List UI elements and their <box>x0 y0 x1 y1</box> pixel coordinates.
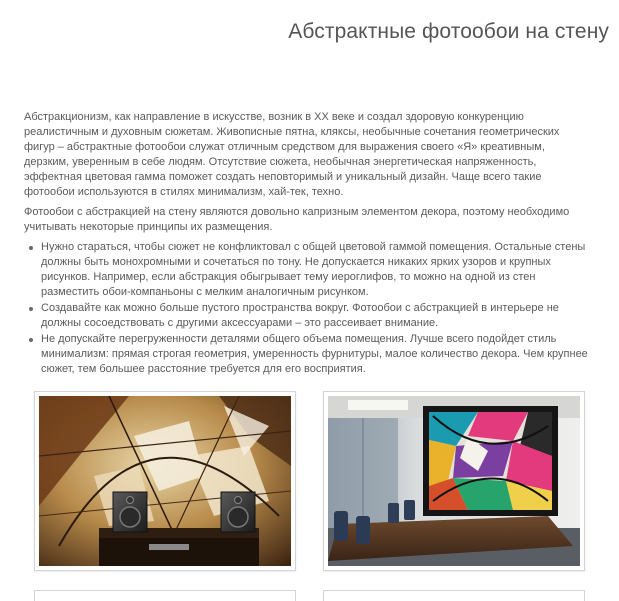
article-body <box>24 110 590 378</box>
gallery-photo-abstract-speakers[interactable] <box>34 391 296 571</box>
list-item: Создавайте как можно больше пустого пространства вокруг. Фотообои с абстракцией в интерьере не должны сосоедствовать с другими аксессуарами – это рассеивает внимание. <box>24 301 590 331</box>
page-title: Абстрактные фотообои на стену <box>288 20 609 43</box>
photo-abstract-speakers-image <box>39 396 291 566</box>
list-item: Не допускайте перегруженности деталями общего объема помещения. Лучше всего подойдет стиль минимализм: прямая строгая геометрия, умеренность фурнитуры, малое количество декора. Чем крупнее сюжет, тем большее расстояние требуется для его восприятия. <box>24 332 590 377</box>
principles-list <box>24 240 590 377</box>
intro-paragraph: Абстракционизм, как направление в искусстве, возник в XX веке и создал здоровую конкуренцию реалистичным и духовным сюжетам. Живописные пятна, кляксы, необычные сочетания геометрических фигур – абстрактные фотообои служат отличным средством для выражения своего «Я» креативным, дерзким, уверенным в себе людям. Отсутствие сюжета, необычная энергетическая напряженность, эффектная цветовая гамма поможет создать неповторимый и уникальный дизайн. Чаще всего такие фотообои используются в стилях минимализм, хай-тек, техно. <box>24 111 560 198</box>
photo-meeting-room-image <box>328 396 580 566</box>
list-item: Нужно стараться, чтобы сюжет не конфликтовал с общей цветовой гаммой помещения. Остальные стены должны быть монохромными и сочетаться по тону. Не допускается никаких ярких узоров и крупных рисунков. Например, если абстракция обыгрывает тему иероглифов, то можно на одной из стен разместить обои-компаньоны с мелким аналогичным рисунком. <box>24 240 590 300</box>
gallery-photo-abstract-meeting-room[interactable] <box>323 391 585 571</box>
principles-paragraph: Фотообои с абстракцией на стену являются довольно капризным элементом декора, поэтому необходимо учитывать некоторые принципы их размещения. <box>24 206 570 233</box>
